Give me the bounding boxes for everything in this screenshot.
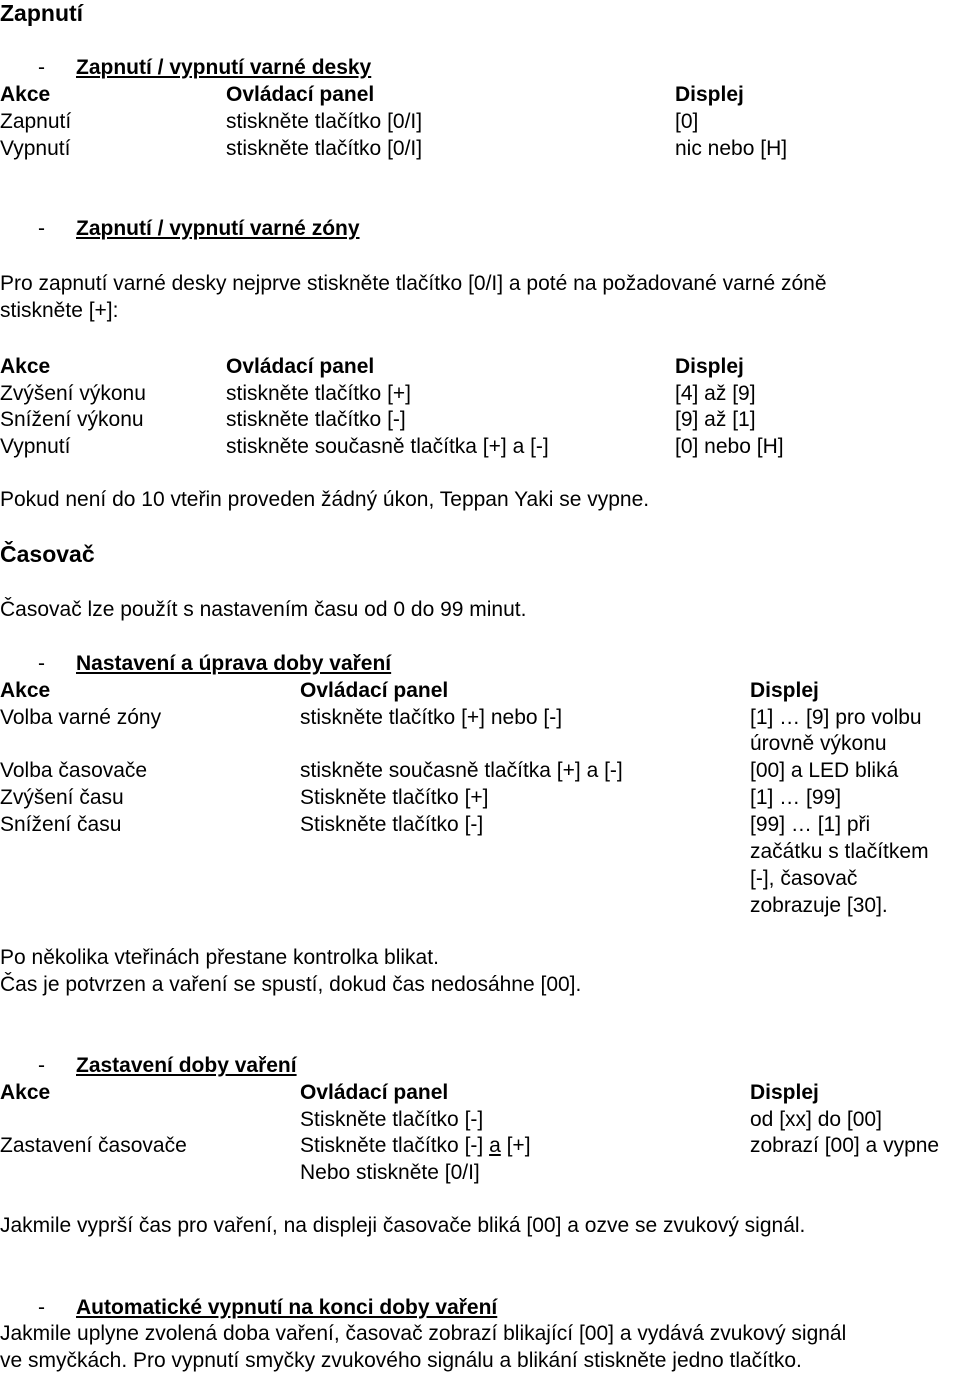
header-action: Akce (0, 355, 51, 378)
table-row (0, 785, 960, 812)
cell-action: Zapnutí (0, 110, 72, 133)
header-display: Displej (675, 83, 744, 106)
cell-display: [1] … [99] (750, 786, 842, 809)
bullet-dash: - (38, 56, 45, 79)
note-text: Pokud není do 10 vteřin proveden žádný úkon, Teppan Yaki se vypne. (0, 488, 650, 511)
section-title: Nastavení a úprava doby vaření (76, 652, 392, 675)
note-text: Jakmile vyprší čas pro vaření, na displeji časovače bliká [00] a ozve se zvukový signál. (0, 1214, 806, 1237)
cell-action: Vypnutí (0, 137, 71, 160)
panel-text-underlined: a (489, 1134, 501, 1157)
table-row (0, 381, 960, 408)
header-display: Displej (750, 679, 819, 702)
cell-display-cont: zobrazuje [30]. (750, 894, 888, 917)
table-row (0, 434, 960, 461)
cell-display: zobrazí [00] a vypne (750, 1134, 940, 1157)
header-panel: Ovládací panel (226, 355, 375, 378)
cell-panel (300, 1133, 531, 1160)
header-panel: Ovládací panel (300, 679, 449, 702)
cell-display: od [xx] do [00] (750, 1108, 882, 1131)
table-header (0, 1080, 960, 1107)
cell-action: Volba varné zóny (0, 706, 162, 729)
cell-panel: stiskněte současně tlačítka [+] a [-] (300, 759, 623, 782)
cell-display-cont: [-], časovač (750, 867, 858, 890)
timer-intro: Časovač lze použít s nastavením času od 0 do 99 minut. (0, 598, 527, 621)
panel-text: Stiskněte tlačítko [-] (300, 1134, 490, 1157)
header-action: Akce (0, 679, 51, 702)
header-action: Akce (0, 1081, 51, 1104)
section-set-time (0, 651, 960, 678)
header-display: Displej (675, 355, 744, 378)
section-zone-on-off (0, 216, 960, 243)
cell-action: Volba časovače (0, 759, 148, 782)
cell-display: [0] (675, 110, 699, 133)
body-line: ve smyčkách. Pro vypnutí smyčky zvukového signálu a blikání stiskněte jedno tlačítko. (0, 1349, 802, 1372)
cell-panel: stiskněte tlačítko [0/I] (226, 110, 423, 133)
table-header (0, 354, 960, 381)
table-row (0, 758, 960, 785)
table-row (0, 1133, 960, 1160)
cell-display-cont: začátku s tlačítkem (750, 840, 929, 863)
table-row (0, 407, 960, 434)
cell-display: [9] až [1] (675, 408, 756, 431)
page-title: Zapnutí (0, 0, 84, 26)
header-action: Akce (0, 83, 51, 106)
cell-action: Zvýšení času (0, 786, 124, 809)
header-panel: Ovládací panel (226, 83, 375, 106)
section-title: Zapnutí / vypnutí varné desky (76, 56, 372, 79)
header-display: Displej (750, 1081, 819, 1104)
section-title: Zastavení doby vaření (76, 1054, 297, 1077)
cell-action: Zvýšení výkonu (0, 382, 146, 405)
cell-action: Snížení výkonu (0, 408, 144, 431)
section-title: Zapnutí / vypnutí varné zóny (76, 217, 360, 240)
table-header (0, 678, 960, 705)
cell-display: [00] a LED bliká (750, 759, 899, 782)
table-row (0, 109, 960, 136)
header-panel: Ovládací panel (300, 1081, 449, 1104)
bullet-dash: - (38, 1296, 45, 1319)
intro-line: Pro zapnutí varné desky nejprve stiskněte tlačítko [0/I] a poté na požadované varné zóně (0, 272, 827, 295)
cell-display: [99] … [1] při (750, 813, 871, 836)
bullet-dash: - (38, 217, 45, 240)
table-row (0, 1107, 960, 1134)
intro-line: stiskněte [+]: (0, 299, 119, 322)
cell-panel: Stiskněte tlačítko [+] (300, 786, 489, 809)
section-hob-on-off (0, 55, 960, 82)
table-row (0, 812, 960, 917)
note-text: Čas je potvrzen a vaření se spustí, dokud čas nedosáhne [00]. (0, 973, 582, 996)
cell-panel: Stiskněte tlačítko [-] (300, 813, 484, 836)
section-heading-timer: Časovač (0, 541, 95, 567)
section-auto-off (0, 1295, 960, 1322)
body-line: Jakmile uplyne zvolená doba vaření, časovač zobrazí blikající [00] a vydává zvukový signál (0, 1322, 847, 1345)
cell-panel: stiskněte současně tlačítka [+] a [-] (226, 435, 549, 458)
cell-panel: stiskněte tlačítko [0/I] (226, 137, 423, 160)
table-row (0, 705, 960, 755)
note-text: Po několika vteřinách přestane kontrolka blikat. (0, 946, 439, 969)
cell-display: [4] až [9] (675, 382, 756, 405)
cell-action: Zastavení časovače (0, 1134, 187, 1157)
table-row (0, 1160, 960, 1187)
cell-panel: stiskněte tlačítko [-] (226, 408, 406, 431)
bullet-dash: - (38, 652, 45, 675)
cell-panel: stiskněte tlačítko [+] nebo [-] (300, 706, 563, 729)
cell-panel: stiskněte tlačítko [+] (226, 382, 412, 405)
cell-display: [0] nebo [H] (675, 435, 784, 458)
section-stop-time (0, 1053, 960, 1080)
cell-action: Vypnutí (0, 435, 71, 458)
cell-panel: Stiskněte tlačítko [-] (300, 1108, 484, 1131)
cell-display: nic nebo [H] (675, 137, 788, 160)
cell-display-cont: úrovně výkonu (750, 732, 887, 755)
cell-display: [1] … [9] pro volbu (750, 706, 922, 729)
table-row (0, 136, 960, 163)
bullet-dash: - (38, 1054, 45, 1077)
cell-action: Snížení času (0, 813, 122, 836)
panel-text: [+] (500, 1134, 531, 1157)
table-header (0, 82, 960, 109)
cell-panel: Nebo stiskněte [0/I] (300, 1161, 480, 1184)
section-title: Automatické vypnutí na konci doby vaření (76, 1296, 498, 1319)
